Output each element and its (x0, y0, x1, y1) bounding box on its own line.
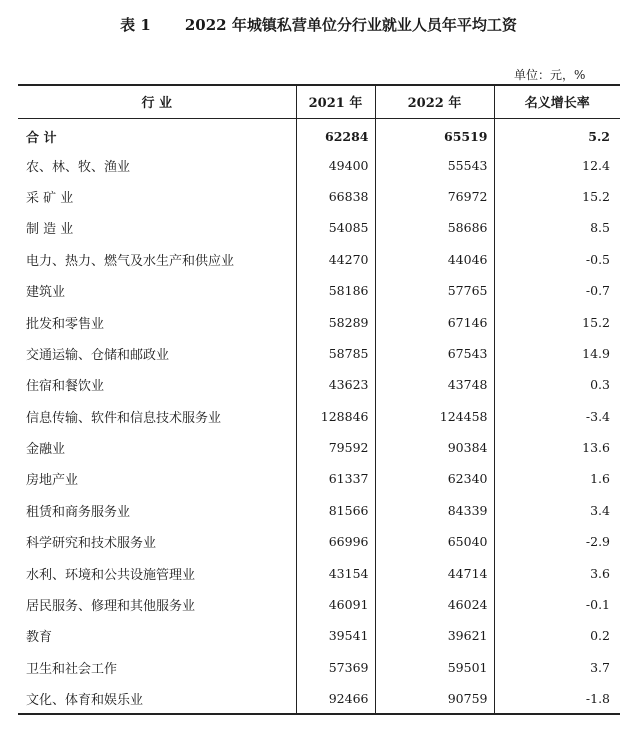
growth-rate-cell: 5.2 (494, 118, 620, 149)
table-header (18, 85, 620, 118)
wage-2022-cell: 124458 (375, 401, 494, 432)
wage-2021-cell: 43623 (296, 369, 375, 400)
wage-2022-cell: 67543 (375, 338, 494, 369)
header-growth: 名义增长率 (494, 85, 620, 118)
table-row (18, 181, 620, 212)
wage-2022-cell: 90759 (375, 683, 494, 714)
growth-rate-cell: -2.9 (494, 526, 620, 557)
growth-rate-cell: -0.5 (494, 244, 620, 275)
table-title (0, 14, 637, 35)
wage-2021-cell: 57369 (296, 652, 375, 683)
wage-2021-cell: 128846 (296, 401, 375, 432)
table-title-text: 2022 年城镇私营单位分行业就业人员年平均工资 (184, 16, 517, 34)
table-row (18, 338, 620, 369)
wage-2022-cell: 65519 (375, 118, 494, 149)
wage-2021-cell: 66996 (296, 526, 375, 557)
industry-cell: 科学研究和技术服务业 (26, 536, 157, 552)
table-row (18, 526, 620, 557)
header-2021: 2021 年 (296, 85, 375, 118)
growth-rate-cell: 3.4 (494, 495, 620, 526)
growth-rate-cell: 13.6 (494, 432, 620, 463)
growth-rate-cell: 15.2 (494, 306, 620, 337)
wage-2022-cell: 55543 (375, 149, 494, 180)
growth-rate-cell: 1.6 (494, 463, 620, 494)
industry-cell: 租赁和商务服务业 (26, 504, 131, 520)
wage-2021-cell: 46091 (296, 589, 375, 620)
industry-cell: 合 计 (26, 131, 57, 147)
header-industry: 行 业 (18, 85, 296, 118)
wage-2021-cell: 58186 (296, 275, 375, 306)
growth-rate-cell: 12.4 (494, 149, 620, 180)
industry-cell: 制 造 业 (26, 222, 74, 238)
wage-2022-cell: 44714 (375, 557, 494, 588)
growth-rate-cell: 14.9 (494, 338, 620, 369)
wage-2021-cell: 58289 (296, 306, 375, 337)
wage-2021-cell: 49400 (296, 149, 375, 180)
header-2022: 2022 年 (375, 85, 494, 118)
wage-2021-cell: 92466 (296, 683, 375, 714)
industry-cell: 农、林、牧、渔业 (26, 159, 131, 175)
table-body (18, 118, 620, 714)
table-row (18, 212, 620, 243)
wage-2021-cell: 81566 (296, 495, 375, 526)
wage-2022-cell: 39621 (375, 620, 494, 651)
wage-2021-cell: 61337 (296, 463, 375, 494)
table-row (18, 495, 620, 526)
growth-rate-cell: -1.8 (494, 683, 620, 714)
growth-rate-cell: 0.2 (494, 620, 620, 651)
wage-2022-cell: 46024 (375, 589, 494, 620)
wage-table (18, 84, 620, 715)
industry-cell: 金融业 (26, 442, 66, 458)
industry-cell: 建筑业 (26, 285, 66, 301)
table-row (18, 244, 620, 275)
industry-cell: 交通运输、仓储和邮政业 (26, 347, 170, 363)
table-row (18, 683, 620, 714)
table-row (18, 652, 620, 683)
table-row (18, 463, 620, 494)
growth-rate-cell: -0.7 (494, 275, 620, 306)
table-row (18, 306, 620, 337)
wage-2022-cell: 62340 (375, 463, 494, 494)
table-row (18, 557, 620, 588)
header-row (18, 85, 620, 118)
table-row (18, 369, 620, 400)
wage-2021-cell: 58785 (296, 338, 375, 369)
unit-note: 单位：元，% (514, 68, 586, 82)
growth-rate-cell: 3.6 (494, 557, 620, 588)
wage-2021-cell: 62284 (296, 118, 375, 149)
industry-cell: 电力、热力、燃气及水生产和供应业 (26, 253, 235, 269)
wage-2022-cell: 90384 (375, 432, 494, 463)
growth-rate-cell: 0.3 (494, 369, 620, 400)
industry-cell: 水利、环境和公共设施管理业 (26, 567, 196, 583)
wage-2022-cell: 65040 (375, 526, 494, 557)
growth-rate-cell: 15.2 (494, 181, 620, 212)
industry-cell: 卫生和社会工作 (26, 661, 118, 677)
wage-2022-cell: 76972 (375, 181, 494, 212)
wage-2021-cell: 79592 (296, 432, 375, 463)
wage-2022-cell: 43748 (375, 369, 494, 400)
wage-2022-cell: 57765 (375, 275, 494, 306)
wage-2022-cell: 67146 (375, 306, 494, 337)
industry-cell: 教育 (26, 630, 53, 646)
wage-2022-cell: 58686 (375, 212, 494, 243)
industry-cell: 文化、体育和娱乐业 (18, 683, 296, 714)
table-row (18, 401, 620, 432)
growth-rate-cell: 8.5 (494, 212, 620, 243)
wage-2021-cell: 54085 (296, 212, 375, 243)
industry-cell: 居民服务、修理和其他服务业 (26, 599, 196, 615)
table-row (18, 432, 620, 463)
table-row (18, 149, 620, 180)
table-row (18, 275, 620, 306)
wage-2022-cell: 59501 (375, 652, 494, 683)
wage-2021-cell: 44270 (296, 244, 375, 275)
growth-rate-cell: -3.4 (494, 401, 620, 432)
wage-2021-cell: 66838 (296, 181, 375, 212)
industry-cell: 房地产业 (26, 473, 79, 489)
wage-2021-cell: 43154 (296, 557, 375, 588)
wage-2022-cell: 84339 (375, 495, 494, 526)
table-row (18, 589, 620, 620)
industry-cell: 采 矿 业 (26, 190, 74, 206)
industry-cell: 批发和零售业 (26, 316, 105, 332)
growth-rate-cell: 3.7 (494, 652, 620, 683)
industry-cell: 信息传输、软件和信息技术服务业 (26, 410, 222, 426)
wage-2021-cell: 39541 (296, 620, 375, 651)
industry-cell: 住宿和餐饮业 (26, 379, 105, 395)
growth-rate-cell: -0.1 (494, 589, 620, 620)
table-row (18, 620, 620, 651)
table-number: 表 1 (120, 16, 151, 34)
total-row (18, 118, 620, 149)
wage-2022-cell: 44046 (375, 244, 494, 275)
